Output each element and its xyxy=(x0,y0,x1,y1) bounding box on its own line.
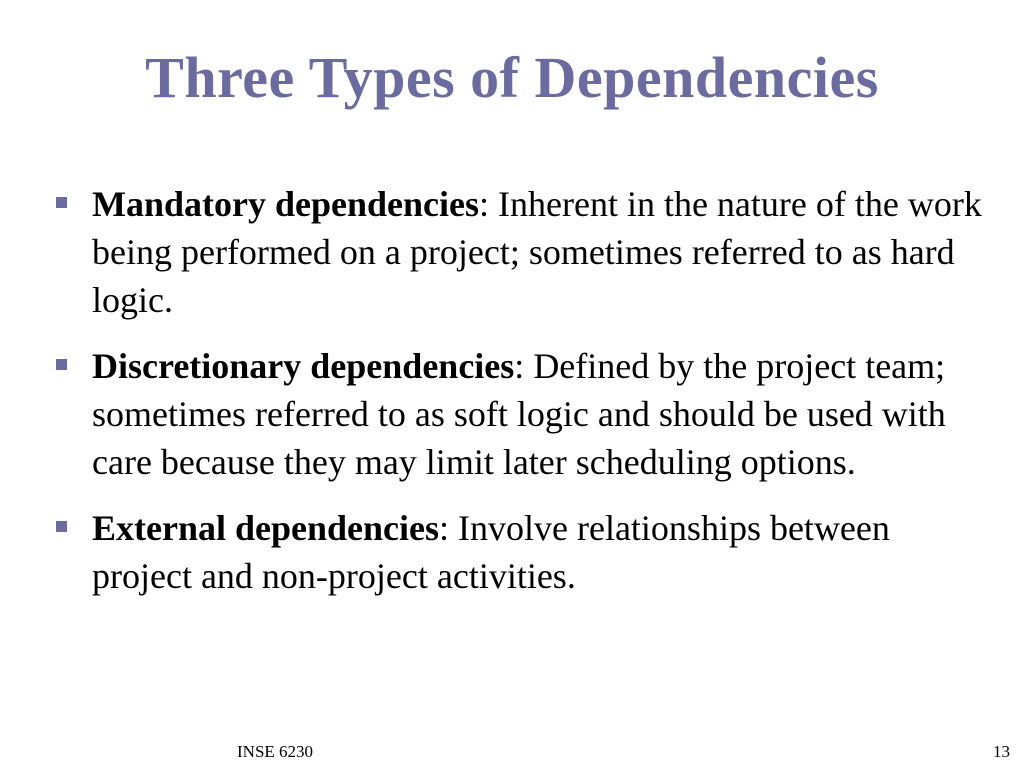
bullet-description: Inherent in the nature of the work being performed on a project; sometimes referred to as hard logic. xyxy=(92,184,982,320)
square-bullet-icon xyxy=(56,359,67,370)
bullet-description: Involve relationships between project and non-project activities. xyxy=(92,508,890,596)
bullet-item-discretionary xyxy=(52,342,982,486)
bullet-separator: : xyxy=(439,508,459,548)
bullet-separator: : xyxy=(479,184,499,224)
square-bullet-icon xyxy=(56,521,67,532)
bullet-description: Defined by the project team; sometimes referred to as soft logic and should be used with care because they may limit later scheduling options. xyxy=(92,346,946,482)
slide-title: Three Types of Dependencies xyxy=(145,45,879,110)
bullet-term: Mandatory dependencies xyxy=(92,184,479,224)
bullet-list xyxy=(52,180,982,618)
bullet-item-external xyxy=(52,504,982,600)
bullet-item-mandatory xyxy=(52,180,982,324)
footer-page-number: 13 xyxy=(993,742,1010,761)
bullet-term: External dependencies xyxy=(92,508,439,548)
bullet-term: Discretionary dependencies xyxy=(92,346,515,386)
square-bullet-icon xyxy=(56,197,67,208)
footer-course-label: INSE 6230 xyxy=(237,742,314,761)
bullet-separator: : xyxy=(514,346,534,386)
